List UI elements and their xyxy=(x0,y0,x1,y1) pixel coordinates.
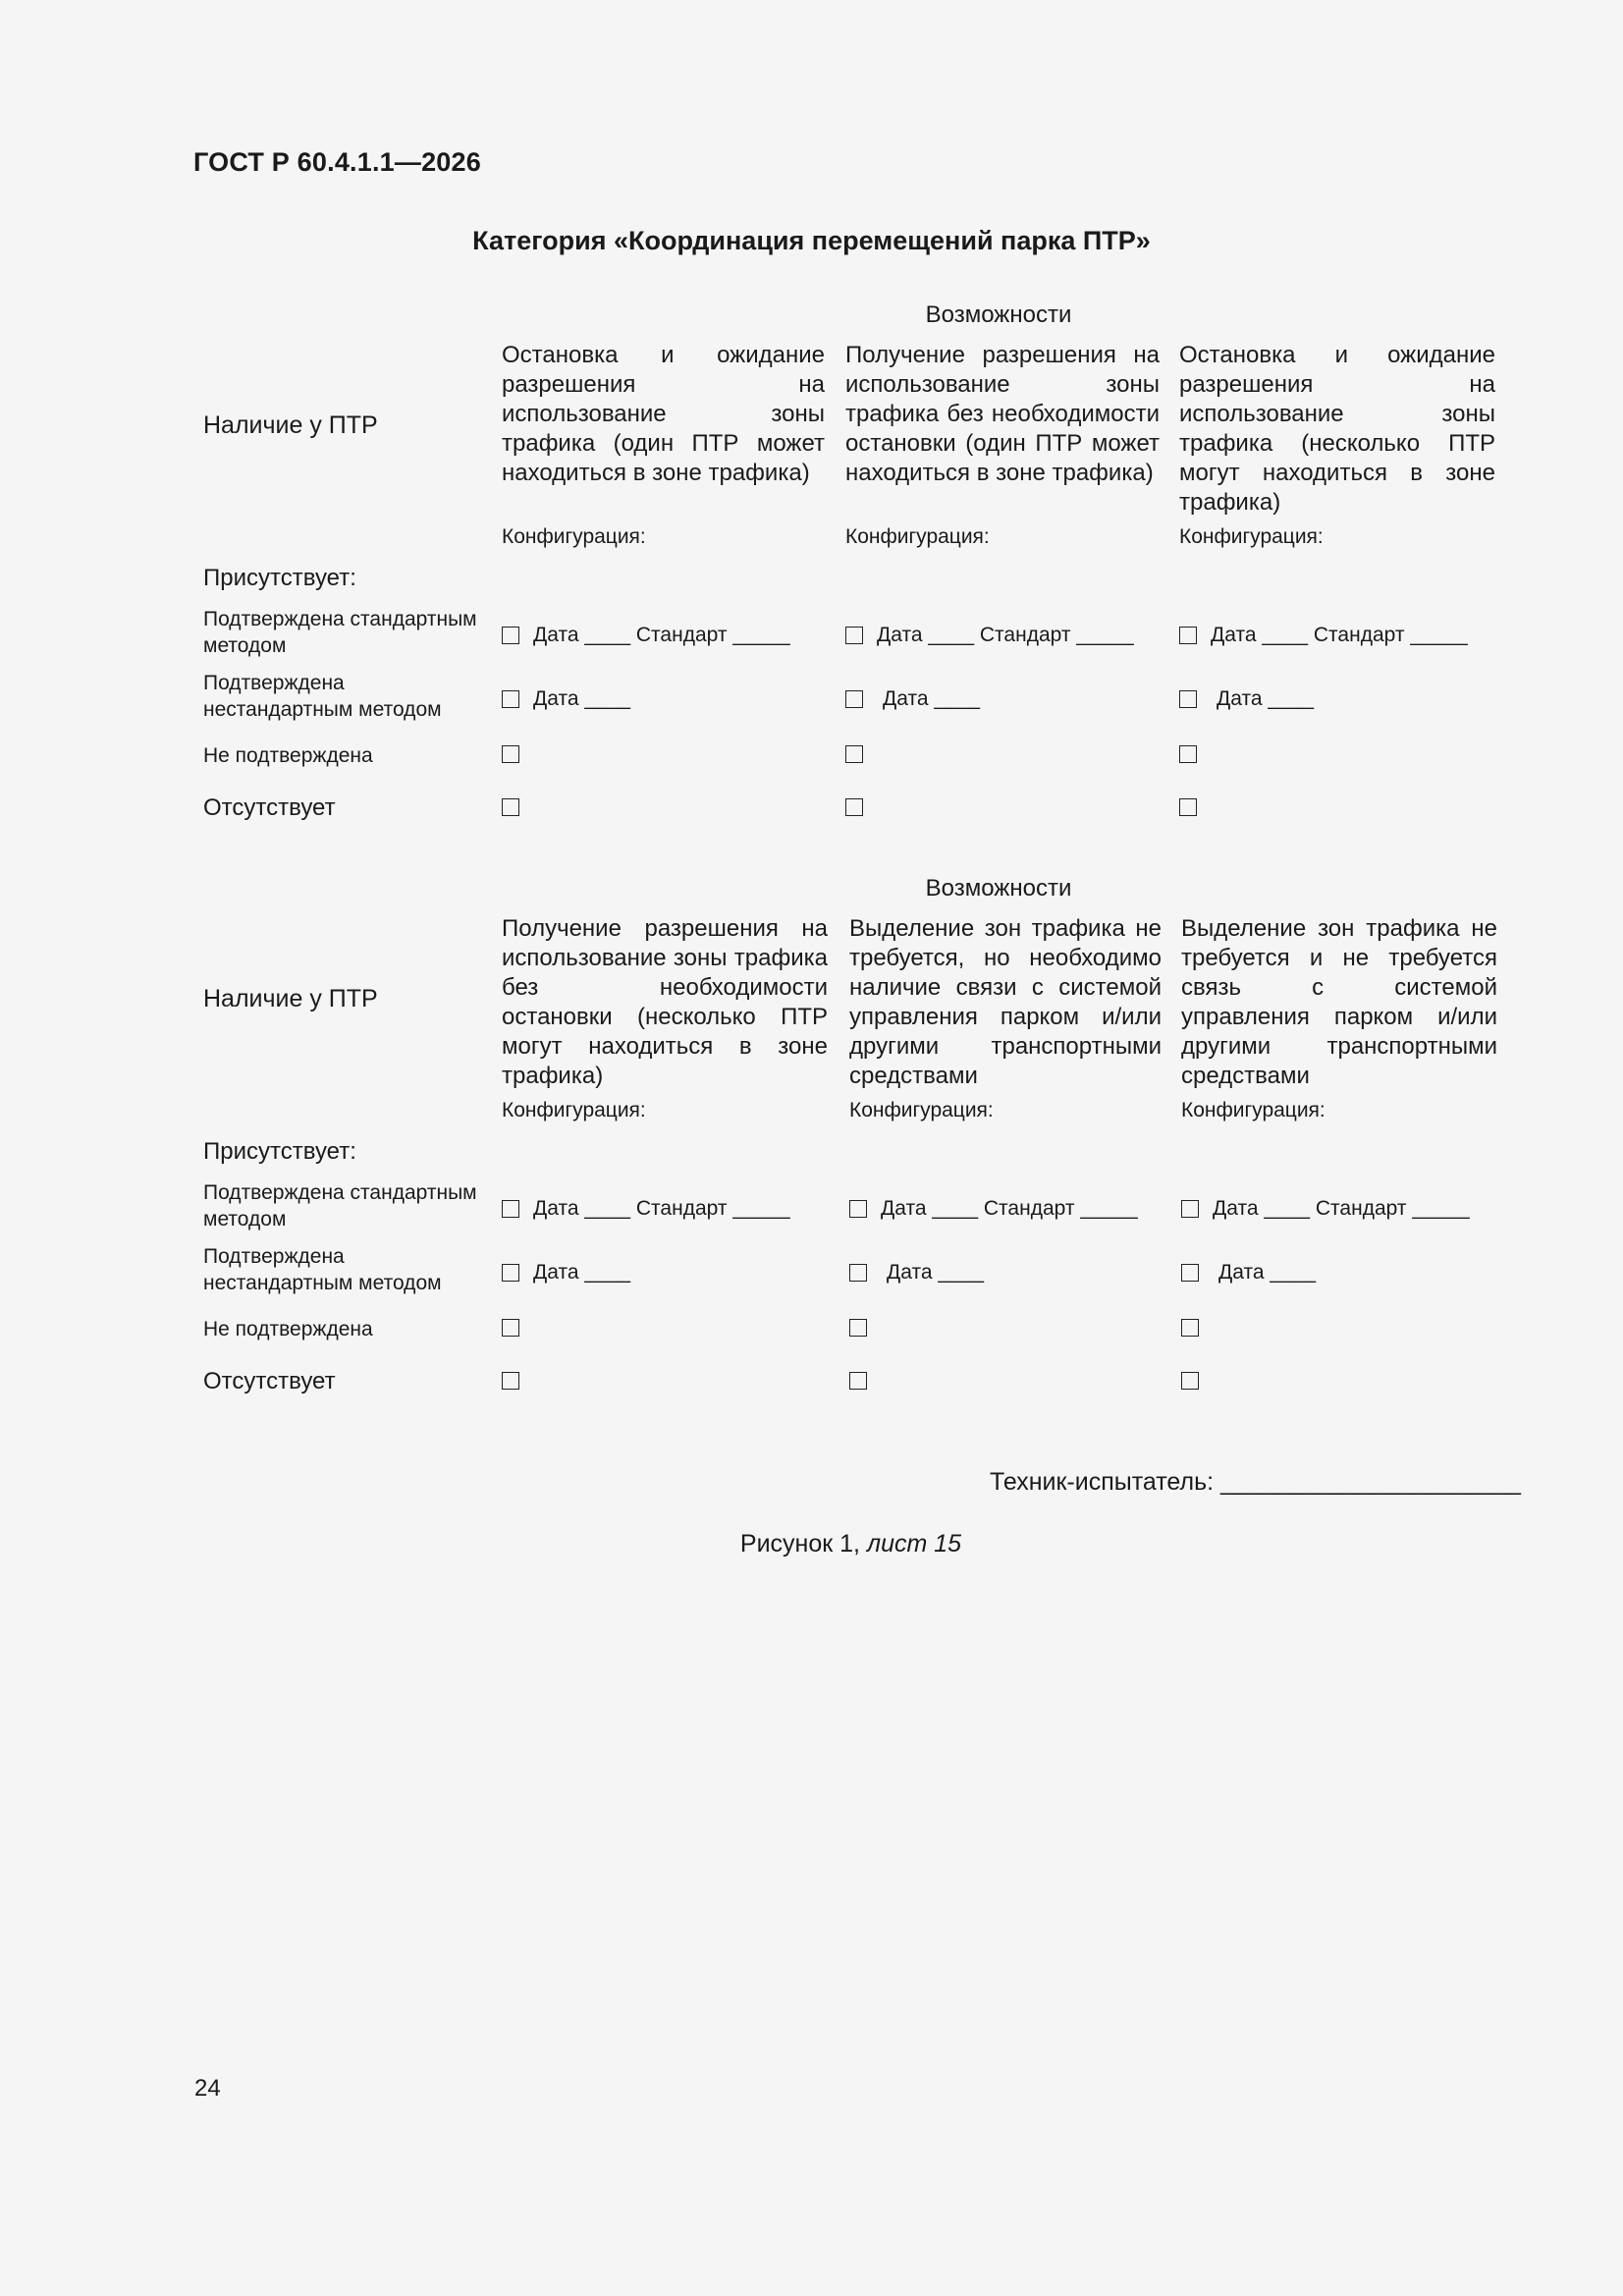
configuration-label: Конфигурация: xyxy=(845,525,990,548)
checkbox[interactable] xyxy=(502,745,519,763)
document-code: ГОСТ Р 60.4.1.1—2026 xyxy=(193,147,481,177)
cell-absent xyxy=(502,798,826,816)
capability-description: Остановка и ожидание разрешения на использование зоны трафика (один ПТР может находиться в зоне трафика) xyxy=(502,342,825,486)
figure-caption xyxy=(0,1530,1623,1558)
cell-not-confirmed xyxy=(1181,1319,1213,1337)
date-field: Дата ____ xyxy=(1217,687,1315,710)
cell-standard xyxy=(502,624,826,647)
cell-standard xyxy=(845,624,1160,647)
checkbox[interactable] xyxy=(845,798,863,816)
present-label: Присутствует: xyxy=(203,1138,356,1165)
checkbox[interactable] xyxy=(849,1200,867,1218)
date-standard-field: Дата ____ Стандарт _____ xyxy=(1211,624,1468,646)
date-standard-field: Дата ____ Стандарт _____ xyxy=(533,624,790,646)
cell-standard xyxy=(849,1197,1138,1221)
cell-not-confirmed xyxy=(502,745,826,763)
row-label-nonstandard: Подтверждена нестандартным методом xyxy=(203,672,442,721)
checkbox[interactable] xyxy=(849,1372,867,1390)
capability-description: Получение разрешения на использование зоны трафика без необходимости остановки (один ПТР может находиться в зоне трафика) xyxy=(845,342,1160,486)
cell-nonstandard xyxy=(1181,1261,1316,1285)
cell-absent xyxy=(1179,798,1495,816)
row-label-standard: Подтверждена стандартным методом xyxy=(203,1181,477,1230)
row-label-standard: Подтверждена стандартным методом xyxy=(203,608,477,657)
configuration-label: Конфигурация: xyxy=(849,1099,994,1121)
date-field: Дата ____ xyxy=(533,687,631,710)
capabilities-block-1 xyxy=(0,301,1623,851)
checkbox[interactable] xyxy=(1179,745,1197,763)
date-standard-field: Дата ____ Стандарт _____ xyxy=(877,624,1134,646)
checkbox[interactable] xyxy=(502,1372,519,1390)
checkbox[interactable] xyxy=(502,627,519,644)
cell-nonstandard xyxy=(849,1261,984,1285)
availability-label: Наличие у ПТР xyxy=(203,985,378,1012)
checkbox[interactable] xyxy=(845,745,863,763)
cell-standard xyxy=(1179,624,1495,647)
checkbox[interactable] xyxy=(1179,627,1197,644)
checkbox[interactable] xyxy=(502,798,519,816)
row-label-not-confirmed: Не подтверждена xyxy=(203,744,373,767)
checkbox[interactable] xyxy=(1181,1319,1199,1337)
capabilities-block-2 xyxy=(0,875,1623,1425)
figure-sheet: лист 15 xyxy=(866,1530,962,1558)
cell-standard xyxy=(1181,1197,1470,1221)
date-field: Дата ____ xyxy=(1218,1261,1317,1284)
cell-absent xyxy=(1181,1372,1213,1390)
figure-number: Рисунок 1, xyxy=(739,1530,861,1558)
checkbox[interactable] xyxy=(849,1319,867,1337)
configuration-label: Конфигурация: xyxy=(502,1099,646,1121)
capability-description: Остановка и ожидание разрешения на использование зоны трафика (несколько ПТР могут находиться в зоне трафика) xyxy=(1179,342,1495,516)
date-field: Дата ____ xyxy=(533,1261,631,1284)
cell-absent xyxy=(849,1372,881,1390)
date-standard-field: Дата ____ Стандарт _____ xyxy=(881,1197,1138,1220)
checkbox[interactable] xyxy=(849,1264,867,1282)
configuration-label: Конфигурация: xyxy=(502,525,646,548)
row-label-nonstandard: Подтверждена нестандартным методом xyxy=(203,1245,442,1294)
checkbox[interactable] xyxy=(1179,690,1197,708)
checkbox[interactable] xyxy=(502,1264,519,1282)
date-standard-field: Дата ____ Стандарт _____ xyxy=(1213,1197,1470,1220)
checkbox[interactable] xyxy=(1181,1264,1199,1282)
cell-absent xyxy=(502,1372,826,1390)
checkbox[interactable] xyxy=(1179,798,1197,816)
capabilities-header: Возможности xyxy=(925,875,1072,902)
category-title: Категория «Координация перемещений парка ПТР» xyxy=(472,226,1151,255)
checkbox[interactable] xyxy=(502,690,519,708)
checkbox[interactable] xyxy=(502,1200,519,1218)
cell-absent xyxy=(845,798,1160,816)
capabilities-header: Возможности xyxy=(925,301,1072,328)
tester-signature-line: Техник-испытатель: ______________________ xyxy=(990,1468,1521,1496)
cell-not-confirmed xyxy=(849,1319,881,1337)
cell-not-confirmed xyxy=(845,745,1160,763)
date-standard-field: Дата ____ Стандарт _____ xyxy=(533,1197,790,1220)
date-field: Дата ____ xyxy=(887,1261,985,1284)
page-number: 24 xyxy=(194,2075,221,2102)
cell-nonstandard xyxy=(502,687,826,711)
capability-description: Выделение зон трафика не требуется и не требуется связь с системой управления парком и/или другими транспортными средствами xyxy=(1181,915,1497,1089)
configuration-label: Конфигурация: xyxy=(1179,525,1324,548)
checkbox[interactable] xyxy=(1181,1372,1199,1390)
cell-not-confirmed xyxy=(1179,745,1495,763)
cell-nonstandard xyxy=(502,1261,826,1285)
checkbox[interactable] xyxy=(502,1319,519,1337)
cell-not-confirmed xyxy=(502,1319,826,1337)
row-label-not-confirmed: Не подтверждена xyxy=(203,1318,373,1340)
row-label-absent: Отсутствует xyxy=(203,1368,336,1394)
cell-standard xyxy=(502,1197,826,1221)
capability-description: Получение разрешения на использование зоны трафика без необходимости остановки (несколько ПТР могут находиться в зоне трафика) xyxy=(502,915,828,1089)
date-field: Дата ____ xyxy=(883,687,981,710)
configuration-label: Конфигурация: xyxy=(1181,1099,1325,1121)
checkbox[interactable] xyxy=(845,627,863,644)
cell-nonstandard xyxy=(845,687,1160,711)
checkbox[interactable] xyxy=(1181,1200,1199,1218)
cell-nonstandard xyxy=(1179,687,1495,711)
row-label-absent: Отсутствует xyxy=(203,794,336,821)
capability-description: Выделение зон трафика не требуется, но необходимо наличие связи с системой управления парком и/или другими транспортными средствами xyxy=(849,915,1162,1089)
present-label: Присутствует: xyxy=(203,565,356,591)
checkbox[interactable] xyxy=(845,690,863,708)
availability-label: Наличие у ПТР xyxy=(203,411,378,439)
